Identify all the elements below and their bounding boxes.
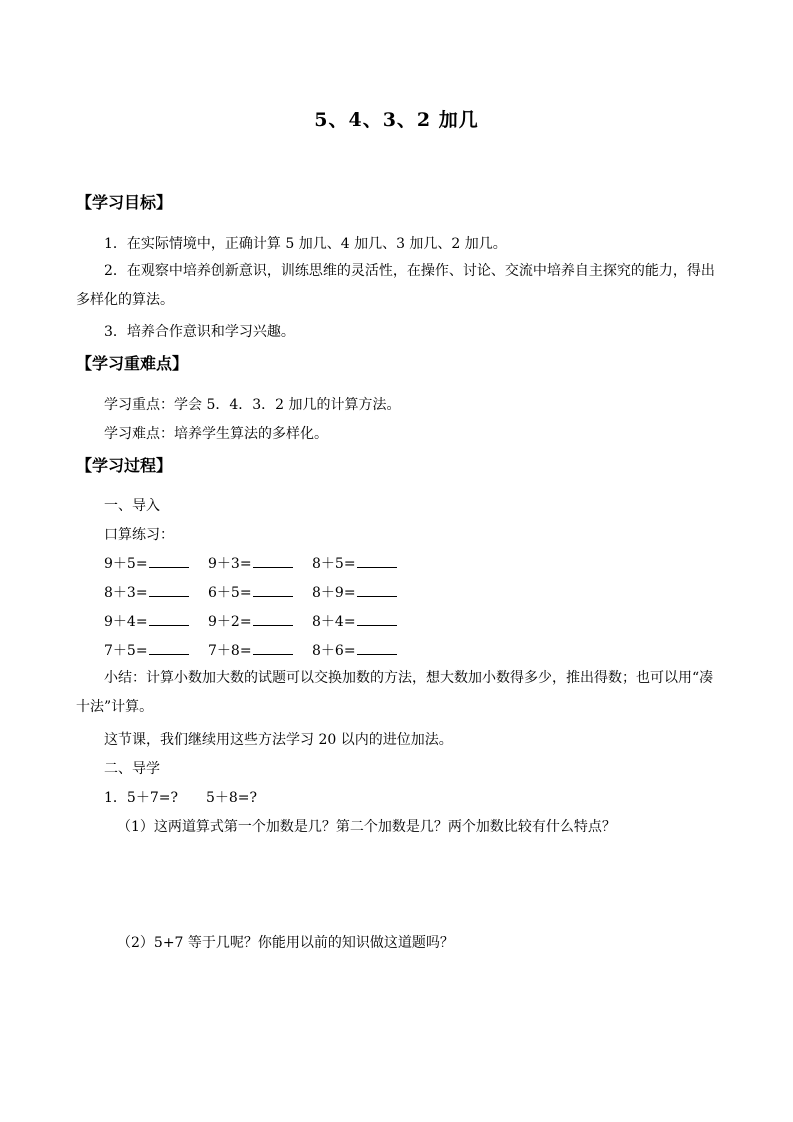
- oral-problem: [312, 582, 397, 602]
- oral-expression: 9＋4=: [104, 614, 148, 630]
- oral-problem: [104, 611, 189, 631]
- oral-problem: [208, 611, 293, 631]
- oral-problem: [208, 640, 293, 660]
- oral-problem: [104, 640, 189, 660]
- answer-blank: [149, 642, 189, 655]
- answer-blank: [253, 613, 293, 626]
- page-title: 5、4、3、2 加几: [314, 109, 479, 131]
- guide-item-1: 1．5＋7=? 5＋8=?: [104, 790, 258, 806]
- oral-expression: 8＋6=: [312, 643, 356, 659]
- guide-heading: 二、导学: [104, 761, 160, 777]
- answer-blank: [357, 642, 397, 655]
- key-points-heading: 【学习重难点】: [76, 354, 189, 373]
- process-heading: 【学习过程】: [76, 456, 173, 475]
- answer-blank: [253, 555, 293, 568]
- key-point-difficulty: 学习难点：培养学生算法的多样化。: [104, 426, 328, 442]
- oral-expression: 8＋9=: [312, 585, 356, 601]
- answer-blank: [357, 584, 397, 597]
- answer-blank: [357, 555, 397, 568]
- answer-blank: [149, 555, 189, 568]
- oral-expression: 6＋5=: [208, 585, 252, 601]
- oral-problem: [208, 553, 293, 573]
- goal-item-3: 3．培养合作意识和学习兴趣。: [104, 324, 295, 340]
- key-point-focus: 学习重点：学会 5．4．3．2 加几的计算方法。: [104, 397, 401, 413]
- oral-expression: 8＋5=: [312, 556, 356, 572]
- oral-problem: [312, 553, 397, 573]
- oral-expression: 7＋8=: [208, 643, 252, 659]
- question-1: （1）这两道算式第一个加数是几？第二个加数是几？两个加数比较有什么特点？: [117, 819, 616, 835]
- oral-problem: [312, 611, 397, 631]
- oral-expression: 9＋3=: [208, 556, 252, 572]
- goal-item-2: 2．在观察中培养创新意识，训练思维的灵活性，在操作、讨论、交流中培养自主探究的能力，得出多样化的算法。: [76, 263, 715, 308]
- oral-problem: [208, 582, 293, 602]
- answer-blank: [253, 584, 293, 597]
- oral-problem: [104, 553, 189, 573]
- intro-heading: 一、导入: [104, 498, 160, 514]
- answer-blank: [149, 613, 189, 626]
- goals-heading: 【学习目标】: [76, 193, 173, 212]
- oral-practice-label: 口算练习：: [104, 527, 174, 543]
- oral-expression: 9＋5=: [104, 556, 148, 572]
- oral-expression: 8＋3=: [104, 585, 148, 601]
- goal-item-1: 1．在实际情境中，正确计算 5 加几、4 加几、3 加几、2 加几。: [104, 236, 507, 252]
- question-2: （2）5+7 等于几呢？你能用以前的知识做这道题吗？: [117, 935, 454, 951]
- answer-blank: [149, 584, 189, 597]
- continue-text: 这节课，我们继续用这些方法学习 20 以内的进位加法。: [104, 732, 453, 748]
- answer-blank: [253, 642, 293, 655]
- oral-expression: 7＋5=: [104, 643, 148, 659]
- answer-blank: [357, 613, 397, 626]
- oral-expression: 9＋2=: [208, 614, 252, 630]
- summary-text: 小结：计算小数加大数的试题可以交换加数的方法，想大数加小数得多少，推出得数；也可以用“凑十法”计算。: [76, 670, 714, 715]
- oral-problem: [104, 582, 189, 602]
- oral-problem: [312, 640, 397, 660]
- oral-expression: 8＋4=: [312, 614, 356, 630]
